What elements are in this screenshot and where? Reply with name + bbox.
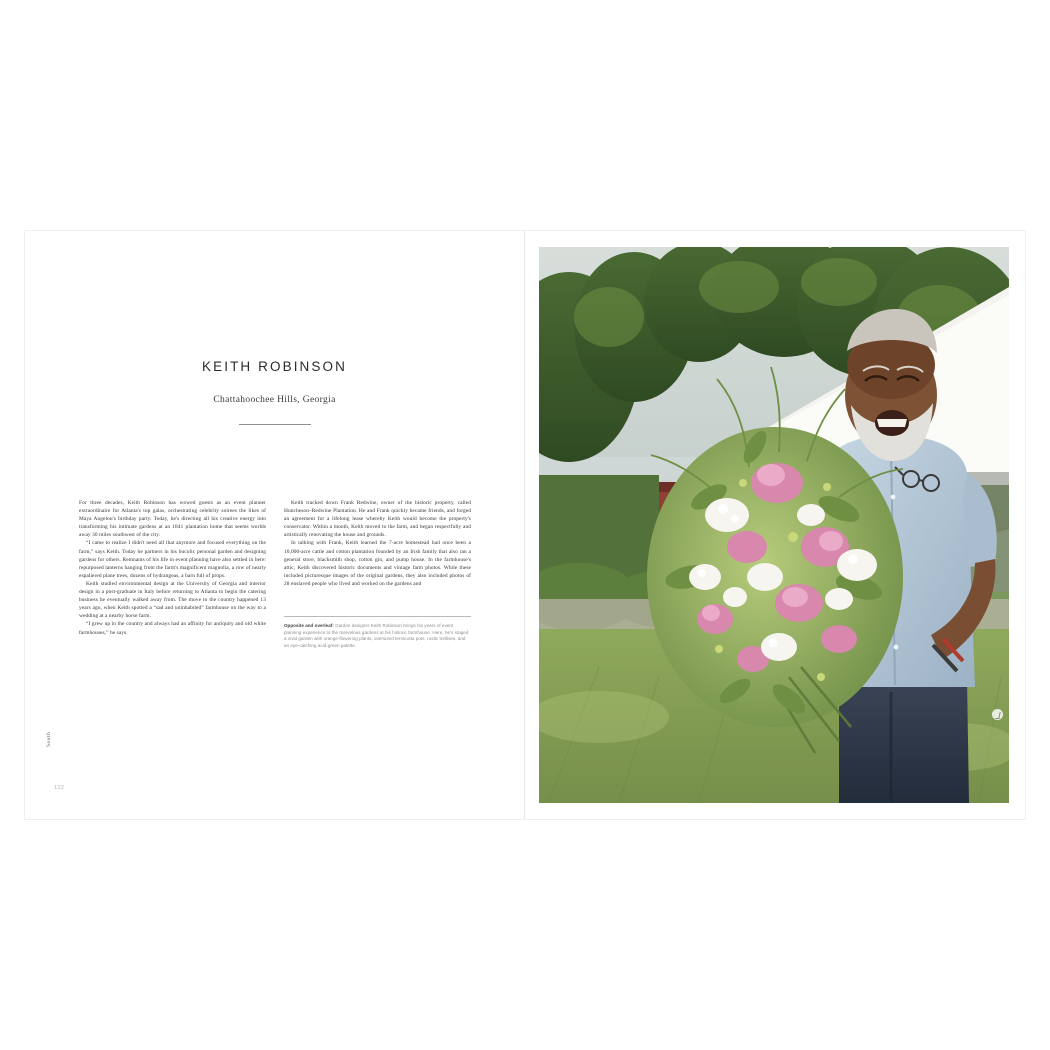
keith-robinson-with-flower-bouquet-photo bbox=[539, 247, 1009, 803]
body-column-one bbox=[79, 499, 266, 649]
paragraph: Keith studied environmental design at the University of Georgia and interior design in a post-graduate in Italy before returning to Atlanta to begin the catering business he eventually walked away from. The move to the country happened 13 years ago, when Keith spotted a “sad and uninhabited” farmhouse on the way to a wedding at a nearby horse farm. bbox=[79, 580, 266, 620]
photo-caption bbox=[284, 623, 471, 649]
next-page-chevron-icon[interactable] bbox=[992, 709, 1003, 720]
caption-lead-in: Opposite and overleaf: bbox=[284, 623, 334, 629]
page-number: 122 bbox=[54, 785, 65, 791]
title-block bbox=[25, 359, 524, 425]
left-page bbox=[25, 231, 525, 819]
body-columns bbox=[79, 499, 471, 649]
caption-divider bbox=[284, 616, 471, 617]
body-column-two bbox=[284, 499, 471, 649]
paragraph: “I grew up in the country and always had an affinity for antiquity and old white farmhouses,” he says. bbox=[79, 621, 266, 636]
right-page bbox=[525, 231, 1025, 819]
running-head: South bbox=[46, 731, 52, 747]
paragraph: In talking with Frank, Keith learned the 7-acre homestead had once been a 10,000-acre cattle and cotton plantation founded by an Irish family that also ran a general store, blacksmith shop, cotton gin, and pump house. In the farmhouse's attic, Keith discovered historic documents and vintage farm photos. While these included picturesque images of the original gardens, they also included photos of 28 enslaved people who lived and worked on the gardens and bbox=[284, 540, 471, 587]
paragraph: Keith tracked down Frank Redwine, owner of the historic property, called Huncheson–Redwine Plantation. He and Frank quickly became friends, and forged an agreement for a lifelong lease whereby Keith would become the property's conservator. Within a month, Keith moved to the farm, and began respectfully and artistically renovating the house and grounds. bbox=[284, 500, 471, 539]
paragraph: For three decades, Keith Robinson has wowed guests as an event planner extraordinaire for Atlanta's top galas, orchestrating celebrity soirees the likes of Maya Angelou's birthday party. Today, he's directing all his creative energy into transforming his intimate gardens at an 1841 plantation home that seems worlds away 30 miles southwest of the city. bbox=[79, 500, 266, 539]
divider-rule bbox=[239, 424, 311, 425]
book-spread bbox=[25, 231, 1025, 819]
paragraph: “I came to realize I didn't need all that anymore and focused everything on the farm,” says Keith. Today he partners in his bucolic personal garden and designing gardens for others. Remnants of his life in event planning have also settled in here: repurposed lanterns hanging from the farm's magnificent magnolia, a row of nearly espaliered plane trees, dozens of hydrangeas, a barn full of props. bbox=[79, 540, 266, 579]
page-subtitle-location: Chattahoochee Hills, Georgia bbox=[213, 395, 336, 405]
page-title: KEITH ROBINSON bbox=[202, 359, 347, 374]
caption-text: Garden designer Keith Robinson brings his years of event planning experience to the marvelous gardens at his historic farmhouse. Here, he's staged a vivid garden with orange-flowering plants, oversized terracotta pots, rustic trellises, and an eye-catching acid-green palette. bbox=[284, 623, 469, 648]
